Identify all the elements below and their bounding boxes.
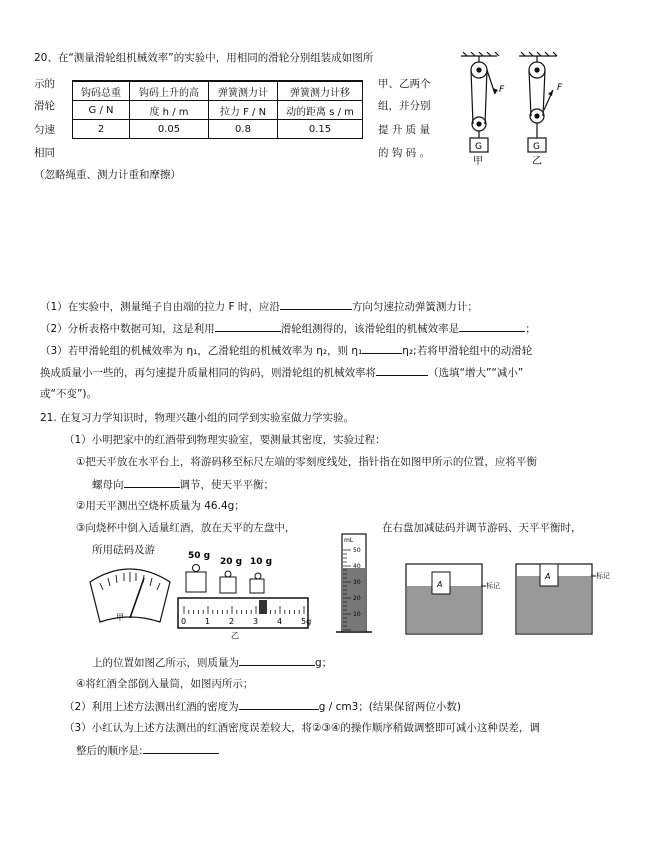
table-cell: 0.8 (209, 120, 278, 139)
cylinder-tick-label: 10 (353, 611, 361, 618)
ruler-tick-label: 5g (301, 617, 312, 626)
answer-blank[interactable] (239, 654, 315, 666)
cylinder-tick-label: 40 (353, 563, 361, 570)
answer-blank[interactable] (280, 298, 352, 310)
label-yi: 乙 (532, 156, 542, 167)
q21-sub1: （1）小明把家中的红酒带到物理实验室，要测量其密度，实验过程： (64, 434, 386, 446)
ruler-tick-label: 3 (253, 617, 259, 626)
label-jia: 甲 (473, 156, 483, 167)
graduated-cylinder (336, 534, 372, 632)
text: 换成质量小一些的，再匀速提升质量相同的钩码，则滑轮组的机械效率将 (40, 367, 376, 379)
table-header: 钩码总重 (73, 81, 130, 101)
text: 螺母向 (92, 479, 124, 491)
balance-figures (84, 528, 620, 640)
block-label: A (545, 572, 551, 581)
answer-blank[interactable] (376, 364, 428, 376)
table-header: 弹簧测力计 (209, 81, 278, 101)
q21-step2: ②用天平测出空烧杯质量为 46.4g； (76, 500, 245, 512)
q20-left-line: 匀速 (34, 124, 55, 136)
q20-data-table (72, 80, 363, 139)
q20-title: 20、在“测量滑轮组机械效率”的实验中，用相同的滑轮分别组装成如图所 (34, 52, 374, 64)
beaker-with-block (406, 564, 500, 634)
table-header: 度 h / m (130, 101, 209, 120)
answer-blank[interactable] (124, 476, 180, 488)
answer-blank[interactable] (143, 742, 219, 754)
mass-label: 50 g (188, 551, 211, 561)
table-header: 动的距离 s / m (278, 101, 363, 120)
force-label: F (557, 83, 563, 93)
q20-part1 (40, 298, 478, 314)
q20-right-line: 组，并分别 (378, 100, 431, 112)
ruler-tick-label: 4 (277, 617, 283, 626)
q21-step1: ①把天平放在水平台上，将游码移至标尺左端的零刻度线处，指针指在如图甲所示的位置，应将平衡 (76, 456, 537, 468)
mass-label: 10 g (250, 557, 273, 567)
cylinder-unit: mL (344, 537, 354, 544)
text: g； (315, 657, 333, 669)
q20-right-line: 的 钩 码 。 (378, 147, 431, 159)
weight-label: G (533, 142, 540, 152)
q21-step3-right: 在右盘加减砝码并调节游码、天平平衡时， (382, 522, 582, 534)
text: 上的位置如图乙所示，则质量为 (92, 657, 239, 669)
cylinder-tick-label: 50 (353, 547, 361, 554)
answer-blank[interactable] (239, 698, 319, 710)
table-cell: 0.15 (278, 120, 363, 139)
q21-title: 21. 在复习力学知识时，物理兴趣小组的同学到实验室做力学实验。 (40, 412, 355, 424)
q20-part3-end: 或“不变”)。 (40, 388, 97, 400)
q21-step3: ③向烧杯中倒入适量红酒，放在天平的左盘中， (76, 522, 296, 534)
text: 调节，使天平平衡； (179, 479, 274, 491)
rider-scale (178, 598, 311, 640)
q21-step3-end (92, 654, 332, 670)
q21-sub2 (64, 698, 461, 714)
q21-step4: ④将红酒全部倒入量筒，如图丙所示； (76, 678, 254, 690)
text: （2）分析表格中数据可知，这是利用 (40, 323, 215, 335)
ruler-tick-label: 1 (205, 617, 211, 626)
table-header: 拉力 F / N (209, 101, 278, 120)
q20-part3 (40, 342, 532, 358)
beaker-refilled (516, 564, 610, 634)
label-jia: 甲 (116, 613, 124, 622)
table-cell: 0.05 (130, 120, 209, 139)
q20-part2 (40, 320, 536, 336)
weight-label: G (475, 142, 482, 152)
text: g / cm3；(结果保留两位小数) (318, 701, 461, 713)
q21-step3-left: 所用砝码及游 (92, 544, 155, 556)
balance-dial (90, 569, 170, 622)
pulley-figure (455, 50, 575, 168)
text: 方向匀速拉动弹簧测力计； (351, 301, 478, 313)
q21-sub3-cont (76, 742, 219, 758)
q21-step1-cont (92, 476, 274, 492)
text: （1）在实验中，测量绳子自由端的拉力 F 时，应沿 (40, 301, 280, 313)
text: 滑轮组测得的，该滑轮组的机械效率是 (280, 323, 460, 335)
mark-label: 标记 (596, 572, 610, 580)
weights (186, 551, 272, 593)
text: （选填“增大”“减小” (428, 367, 524, 379)
q20-left-line: 相同 (34, 147, 55, 159)
answer-blank[interactable] (362, 342, 402, 354)
ruler-tick-label: 2 (229, 617, 235, 626)
text: 整后的顺序是: (76, 745, 143, 757)
ruler-tick-label: 0 (181, 617, 187, 626)
block-label: A (437, 580, 443, 589)
answer-blank[interactable] (215, 320, 281, 332)
table-cell: 2 (73, 120, 130, 139)
q20-left-line: 滑轮 (34, 100, 55, 112)
q20-right-line: 提 升 质 量 (378, 124, 431, 136)
text: ； (525, 323, 536, 335)
q20-note: （忽略绳重、测力计重和摩擦） (34, 169, 181, 181)
q20-part3-cont (40, 364, 523, 380)
table-header: G / N (73, 101, 130, 120)
text: η₂;若将甲滑轮组中的动滑轮 (402, 345, 533, 357)
cylinder-tick-label: 20 (353, 595, 361, 602)
q21-sub3: （3）小红认为上述方法测出的红酒密度误差较大，将②③④的操作顺序稍做调整即可减小这种误差，调 (64, 722, 540, 734)
q20-right-line: 甲、乙两个 (378, 78, 431, 90)
mass-label: 20 g (220, 557, 243, 567)
force-label: F (499, 85, 505, 95)
q20-left-line: 示的 (34, 78, 55, 90)
cylinder-tick-label: 30 (353, 579, 361, 586)
text: （3）若甲滑轮组的机械效率为 η₁，乙滑轮组的机械效率为 η₂，则 η₁ (40, 345, 363, 357)
text: （2）利用上述方法测出红酒的密度为 (64, 701, 239, 713)
ruler-label: 乙 (231, 631, 239, 640)
answer-blank[interactable] (459, 320, 525, 332)
table-header: 钩码上升的高 (130, 81, 209, 101)
table-header: 弹簧测力计移 (278, 81, 363, 101)
mark-label: 标记 (486, 582, 500, 590)
